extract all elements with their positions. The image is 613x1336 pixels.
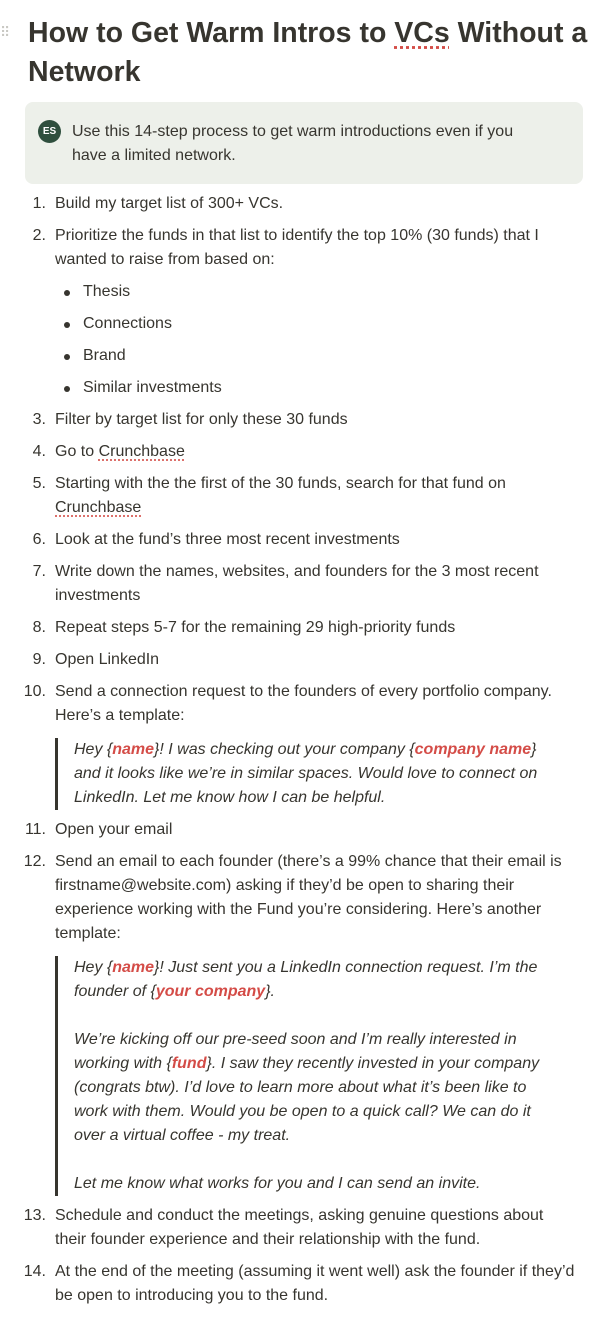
step-number: 14.: [23, 1263, 46, 1280]
step-text: Filter by target list for only these 30 funds: [55, 411, 348, 428]
placeholder-name: name: [112, 741, 155, 758]
bullet-icon: [64, 354, 70, 360]
step-text: Send an email to each founder (there’s a 99% chance that their email is firstname@website.com) asking if they’d be open to sharing their experience working with the Fund you’re considering. Here’s another template:: [55, 853, 562, 942]
list-item[interactable]: [0, 818, 613, 850]
placeholder-fund: fund: [171, 1055, 207, 1072]
bullet-text: Brand: [83, 347, 126, 364]
step-text: Go to: [55, 443, 99, 460]
quote-paragraph: [74, 956, 552, 1004]
bullet-item[interactable]: [55, 276, 613, 308]
bullet-item[interactable]: [55, 340, 613, 372]
email-template-quote[interactable]: [55, 956, 552, 1196]
list-item[interactable]: [0, 680, 613, 810]
bullet-icon: [64, 322, 70, 328]
connection-template-quote[interactable]: [55, 738, 552, 810]
title-text: How to Get Warm Intros to: [28, 17, 395, 49]
step-text: Schedule and conduct the meetings, asking genuine questions about their founder experience and their relationship with the fund.: [55, 1207, 544, 1248]
step-text: Look at the fund’s three most recent investments: [55, 531, 400, 548]
step-number: 8.: [32, 619, 46, 636]
step-number: 1.: [32, 195, 46, 212]
bullet-text: Connections: [83, 315, 172, 332]
step-text: Prioritize the funds in that list to identify the top 10% (30 funds) that I wanted to raise from based on:: [55, 227, 539, 268]
step-number: 6.: [32, 531, 46, 548]
step-text: Open your email: [55, 821, 173, 838]
bullet-icon: [64, 386, 70, 392]
list-item[interactable]: [0, 224, 613, 404]
drag-handle-icon[interactable]: ⠿: [0, 24, 10, 40]
step-number: 10.: [23, 683, 46, 700]
quote-text: We’re kicking off our pre-seed soon and I’m really interested in working with {: [74, 1031, 517, 1072]
placeholder-company: company name: [414, 741, 532, 758]
step-number: 4.: [32, 443, 46, 460]
step-number: 11.: [24, 821, 46, 838]
steps-list: [0, 192, 613, 1316]
step-text: Build my target list of 300+ VCs.: [55, 195, 284, 212]
list-item[interactable]: [0, 528, 613, 560]
bullet-icon: [64, 290, 70, 296]
quote-text: }! I was checking out your company {: [154, 741, 415, 758]
avatar: ES: [38, 120, 61, 143]
list-item[interactable]: [0, 1260, 613, 1316]
list-item[interactable]: [0, 408, 613, 440]
quote-text: Hey {: [74, 741, 113, 758]
list-item[interactable]: [0, 440, 613, 472]
step-text: Write down the names, websites, and founders for the 3 most recent investments: [55, 563, 539, 604]
quote-text: Hey {: [74, 959, 113, 976]
list-item[interactable]: [0, 472, 613, 528]
step-number: 3.: [32, 411, 46, 428]
step-number: 12.: [23, 853, 46, 870]
step-text: Starting with the the first of the 30 funds, search for that fund on: [55, 475, 506, 492]
quote-text: }! Just sent you a LinkedIn connection request. I’m the founder of {: [74, 959, 538, 1000]
list-item[interactable]: [0, 616, 613, 648]
step-text: Repeat steps 5-7 for the remaining 29 high-priority funds: [55, 619, 456, 636]
step-number: 13.: [23, 1207, 46, 1224]
crunchbase-link[interactable]: Crunchbase: [55, 499, 142, 516]
quote-text: }. I saw they recently invested in your company (congrats btw). I’d love to learn more about what it’s been like to work with them. Would you be open to a quick call? We can do it over a virtual coffee - my treat.: [74, 1055, 540, 1144]
step-number: 7.: [32, 563, 46, 580]
step-text: Open LinkedIn: [55, 651, 160, 668]
bullet-item[interactable]: [55, 372, 613, 404]
title-text-vcs: VCs: [394, 17, 450, 49]
criteria-list: [55, 276, 613, 404]
bullet-text: Thesis: [83, 283, 131, 300]
title-text-end: Without a Network: [28, 17, 588, 88]
page-title[interactable]: [28, 14, 588, 92]
step-text: At the end of the meeting (assuming it went well) ask the founder if they’d be open to introducing you to the fund.: [55, 1263, 575, 1304]
step-number: 5.: [32, 475, 46, 492]
placeholder-name: name: [112, 959, 155, 976]
list-item[interactable]: [0, 648, 613, 680]
quote-text: }.: [265, 983, 275, 1000]
crunchbase-link[interactable]: Crunchbase: [98, 443, 185, 460]
list-item[interactable]: [0, 850, 613, 1196]
step-number: 9.: [32, 651, 46, 668]
bullet-text: Similar investments: [83, 379, 222, 396]
list-item[interactable]: [0, 1204, 613, 1260]
placeholder-company: your company: [155, 983, 266, 1000]
bullet-item[interactable]: [55, 308, 613, 340]
callout-text[interactable]: Use this 14-step process to get warm introductions even if you have a limited network.: [72, 123, 514, 164]
list-item[interactable]: [0, 192, 613, 224]
quote-paragraph: Let me know what works for you and I can send an invite.: [74, 1175, 481, 1192]
step-number: 2.: [32, 227, 46, 244]
step-text: Send a connection request to the founders of every portfolio company. Here’s a template:: [55, 683, 552, 724]
quote-text: } and it looks like we’re in similar spaces. Would love to connect on LinkedIn. Let me know how I can be helpful.: [74, 741, 538, 806]
callout: [25, 102, 583, 184]
list-item[interactable]: [0, 560, 613, 616]
quote-paragraph: [74, 1028, 552, 1148]
